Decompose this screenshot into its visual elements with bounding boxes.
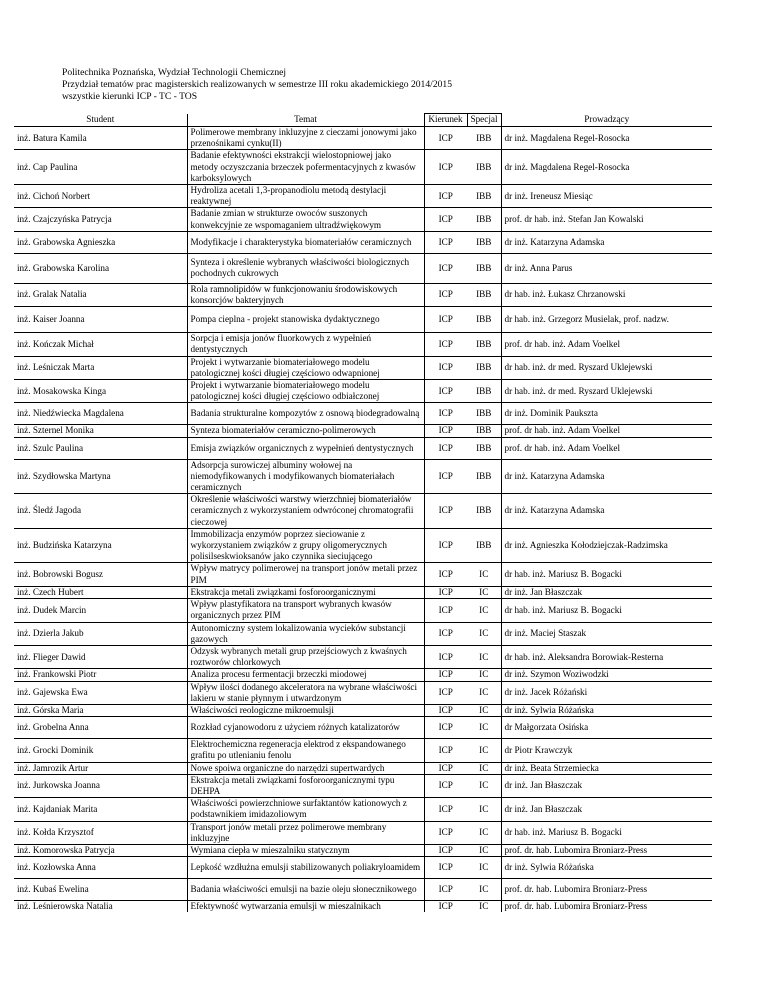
table-row <box>14 253 712 283</box>
table-row <box>14 208 712 231</box>
topic-cell: Badania strukturalne kompozytów z osnową biodegradowalną <box>187 403 424 425</box>
specialization-cell: IC <box>467 704 501 716</box>
student-cell: inż. Czech Hubert <box>14 586 187 598</box>
topic-cell: Badanie efektywności ekstrakcji wielostopniowej jako metody oczyszczania brzeczek pofermentacyjnych z kwasów karboksylowych <box>187 150 424 185</box>
program-cell: ICP <box>424 774 467 797</box>
table-header-row <box>14 114 712 127</box>
topic-cell: Autonomiczny system lokalizowania wycieków substancji gazowych <box>187 622 424 645</box>
specialization-cell: IBB <box>467 127 501 150</box>
program-cell: ICP <box>424 717 467 739</box>
topic-cell: Elektrochemiczna regeneracja elektrod z ekspandowanego grafitu po utlenianiu fenolu <box>187 739 424 762</box>
student-cell: inż. Jurkowska Joanna <box>14 774 187 797</box>
student-cell: inż. Kozłowska Anna <box>14 857 187 879</box>
topic-cell: Badania właściwości emulsji na bazie oleju słonecznikowego <box>187 879 424 901</box>
program-cell: ICP <box>424 798 467 821</box>
table-row <box>14 528 712 563</box>
supervisor-cell: dr hab. inż. Łukasz Chrzanowski <box>501 283 712 306</box>
topic-cell: Wpływ matrycy polimerowej na transport jonów metali przez PIM <box>187 563 424 586</box>
supervisor-cell: dr hab. inż. Aleksandra Borowiak-Resterna <box>501 645 712 668</box>
program-cell: ICP <box>424 563 467 586</box>
supervisor-cell: dr inż. Magdalena Regel-Rosocka <box>501 127 712 150</box>
table-row <box>14 307 712 333</box>
table-row <box>14 283 712 306</box>
program-cell: ICP <box>424 844 467 856</box>
table-row <box>14 150 712 185</box>
program-cell: ICP <box>424 283 467 306</box>
supervisor-cell: dr inż. Dominik Paukszta <box>501 403 712 425</box>
table-row <box>14 857 712 879</box>
program-cell: ICP <box>424 333 467 356</box>
column-header-kierunek: Kierunek <box>424 114 467 127</box>
program-cell: ICP <box>424 231 467 253</box>
table-row <box>14 622 712 645</box>
table-row <box>14 380 712 403</box>
supervisor-cell: dr inż. Magdalena Regel-Rosocka <box>501 150 712 185</box>
topic-cell: Synteza biomateriałów ceramiczno-polimerowych <box>187 425 424 437</box>
student-cell: inż. Jamrozik Artur <box>14 762 187 774</box>
supervisor-cell: dr hab. inż. dr med. Ryszard Uklejewski <box>501 380 712 403</box>
supervisor-cell: dr hab. inż. Mariusz B. Bogacki <box>501 821 712 844</box>
specialization-cell: IBB <box>467 307 501 333</box>
supervisor-cell: dr Małgorzata Osińska <box>501 717 712 739</box>
specialization-cell: IC <box>467 879 501 901</box>
topic-cell: Określenie właściwości warstwy wierzchniej biomateriałów ceramicznych z wykorzystaniem odwróconej chromatografii cieczowej <box>187 494 424 529</box>
program-cell: ICP <box>424 528 467 563</box>
student-cell: inż. Grobelna Anna <box>14 717 187 739</box>
topic-cell: Ekstrakcja metali związkami fosforoorganicznymi typu DEHPA <box>187 774 424 797</box>
student-cell: inż. Dzierla Jakub <box>14 622 187 645</box>
supervisor-cell: prof. dr hab. inż. Adam Voelkel <box>501 333 712 356</box>
student-cell: inż. Gajewska Ewa <box>14 681 187 704</box>
column-header-temat: Temat <box>187 114 424 127</box>
specialization-cell: IBB <box>467 283 501 306</box>
column-header-student: Student <box>86 114 115 125</box>
table-row <box>14 425 712 437</box>
specialization-cell: IC <box>467 901 501 913</box>
topic-cell: Wymiana ciepła w mieszalniku statycznym <box>187 844 424 856</box>
specialization-cell: IBB <box>467 253 501 283</box>
specialization-cell: IBB <box>467 150 501 185</box>
topic-cell: Rozkład cyjanowodoru z użyciem różnych katalizatorów <box>187 717 424 739</box>
supervisor-cell: dr inż. Anna Parus <box>501 253 712 283</box>
column-header-prowadzacy: Prowadzący <box>501 114 712 127</box>
table-row <box>14 127 712 150</box>
program-cell: ICP <box>424 459 467 494</box>
specialization-cell: IC <box>467 774 501 797</box>
table-row <box>14 563 712 586</box>
program-cell: ICP <box>424 425 467 437</box>
supervisor-cell: dr inż. Katarzyna Adamska <box>501 231 712 253</box>
table-row <box>14 333 712 356</box>
supervisor-cell: dr inż. Sylwia Różańska <box>501 857 712 879</box>
student-cell: inż. Leśnierowska Natalia <box>14 901 187 913</box>
supervisor-cell: dr inż. Szymon Woziwodzki <box>501 669 712 681</box>
student-cell: inż. Szulc Paulina <box>14 437 187 459</box>
header-programs: wszystkie kierunki ICP - TC - TOS <box>62 91 198 102</box>
supervisor-cell: dr inż. Jan Błaszczak <box>501 774 712 797</box>
topic-cell: Wpływ ilości dodanego akceleratora na wybrane właściwości lakieru w stanie płynnym i utwardzonym <box>187 681 424 704</box>
table-row <box>14 844 712 856</box>
specialization-cell: IC <box>467 681 501 704</box>
program-cell: ICP <box>424 307 467 333</box>
table-row <box>14 717 712 739</box>
student-cell: inż. Dudek Marcin <box>14 599 187 622</box>
topic-cell: Odzysk wybranych metali grup przejściowych z kwaśnych roztworów chlorkowych <box>187 645 424 668</box>
table-row <box>14 494 712 529</box>
table-row <box>14 586 712 598</box>
topic-cell: Nowe spoiwa organiczne do narzędzi supertwardych <box>187 762 424 774</box>
supervisor-cell: dr Piotr Krawczyk <box>501 739 712 762</box>
specialization-cell: IBB <box>467 185 501 208</box>
supervisor-cell: dr inż. Jacek Różański <box>501 681 712 704</box>
student-cell: inż. Cichoń Norbert <box>14 185 187 208</box>
specialization-cell: IBB <box>467 231 501 253</box>
program-cell: ICP <box>424 494 467 529</box>
specialization-cell: IC <box>467 669 501 681</box>
topic-cell: Efektywność wytwarzania emulsji w mieszalnikach <box>187 901 424 913</box>
program-cell: ICP <box>424 622 467 645</box>
topic-cell: Rola ramnolipidów w funkcjonowaniu środowiskowych konsorcjów bakteryjnych <box>187 283 424 306</box>
supervisor-cell: dr inż. Maciej Staszak <box>501 622 712 645</box>
topic-cell: Projekt i wytwarzanie biomateriałowego modelu patologicznej kości długiej częściowo odbiałczonej <box>187 380 424 403</box>
student-cell: inż. Grabowska Agnieszka <box>14 231 187 253</box>
program-cell: ICP <box>424 599 467 622</box>
table-row <box>14 599 712 622</box>
specialization-cell: IC <box>467 622 501 645</box>
table-row <box>14 669 712 681</box>
student-cell: inż. Grocki Dominik <box>14 739 187 762</box>
topic-cell: Właściwości reologiczne mikroemulsji <box>187 704 424 716</box>
program-cell: ICP <box>424 901 467 913</box>
specialization-cell: IC <box>467 844 501 856</box>
specialization-cell: IBB <box>467 380 501 403</box>
program-cell: ICP <box>424 253 467 283</box>
table-row <box>14 681 712 704</box>
topic-cell: Adsorpcja surowiczej albuminy wołowej na niemodyfikowanych i modyfikowanych biomateriałach ceramicznych <box>187 459 424 494</box>
student-cell: inż. Kończak Michał <box>14 333 187 356</box>
topic-cell: Lepkość wzdłużna emulsji stabilizowanych poliakryloamidem <box>187 857 424 879</box>
supervisor-cell: dr inż. Jan Błaszczak <box>501 798 712 821</box>
specialization-cell: IBB <box>467 528 501 563</box>
supervisor-cell: dr hab. inż. Grzegorz Musielak, prof. nadzw. <box>501 307 712 333</box>
table-row <box>14 231 712 253</box>
program-cell: ICP <box>424 669 467 681</box>
supervisor-cell: dr inż. Katarzyna Adamska <box>501 494 712 529</box>
program-cell: ICP <box>424 403 467 425</box>
specialization-cell: IBB <box>467 403 501 425</box>
header-description: Przydział tematów prac magisterskich realizowanych w semestrze III roku akademickiego 2014/2015 <box>62 79 453 90</box>
program-cell: ICP <box>424 857 467 879</box>
supervisor-cell: prof. dr hab. inż. Adam Voelkel <box>501 437 712 459</box>
student-cell: inż. Budzińska Katarzyna <box>14 528 187 563</box>
topic-cell: Emisja związków organicznych z wypełnień dentystycznych <box>187 437 424 459</box>
program-cell: ICP <box>424 437 467 459</box>
topic-cell: Hydroliza acetali 1,3-propanodiolu metodą destylacji reaktywnej <box>187 185 424 208</box>
specialization-cell: IC <box>467 645 501 668</box>
specialization-cell: IBB <box>467 208 501 231</box>
table-row <box>14 185 712 208</box>
student-cell: inż. Leśniczak Marta <box>14 356 187 379</box>
program-cell: ICP <box>424 762 467 774</box>
table-row <box>14 739 712 762</box>
topic-cell: Badanie zmian w strukturze owoców suszonych konwekcyjnie ze wspomaganiem ultradźwiękowym <box>187 208 424 231</box>
table-row <box>14 459 712 494</box>
topic-cell: Transport jonów metali przez polimerowe membrany inkluzyjne <box>187 821 424 844</box>
program-cell: ICP <box>424 739 467 762</box>
header-institution: Politechnika Poznańska, Wydział Technologii Chemicznej <box>62 67 287 78</box>
specialization-cell: IC <box>467 857 501 879</box>
topic-cell: Wpływ plastyfikatora na transport wybranych kwasów organicznych przez PIM <box>187 599 424 622</box>
program-cell: ICP <box>424 380 467 403</box>
program-cell: ICP <box>424 645 467 668</box>
table-row <box>14 901 712 913</box>
thesis-assignment-table <box>14 113 712 912</box>
supervisor-cell: dr hab. inż. Mariusz B. Bogacki <box>501 599 712 622</box>
specialization-cell: IBB <box>467 459 501 494</box>
student-cell: inż. Bobrowski Bogusz <box>14 563 187 586</box>
topic-cell: Ekstrakcja metali związkami fosforoorganicznymi <box>187 586 424 598</box>
supervisor-cell: dr inż. Ireneusz Miesiąc <box>501 185 712 208</box>
specialization-cell: IC <box>467 717 501 739</box>
specialization-cell: IBB <box>467 425 501 437</box>
student-cell: inż. Grabowska Karolina <box>14 253 187 283</box>
topic-cell: Modyfikacje i charakterystyka biomateriałów ceramicznych <box>187 231 424 253</box>
program-cell: ICP <box>424 681 467 704</box>
supervisor-cell: prof. dr. hab. Lubomira Broniarz-Press <box>501 901 712 913</box>
topic-cell: Analiza procesu fermentacji brzeczki miodowej <box>187 669 424 681</box>
supervisor-cell: dr inż. Jan Błaszczak <box>501 586 712 598</box>
topic-cell: Synteza i określenie wybranych właściwości biologicznych pochodnych cukrowych <box>187 253 424 283</box>
student-cell: inż. Śledź Jagoda <box>14 494 187 529</box>
topic-cell: Sorpcja i emisja jonów fluorkowych z wypełnień dentystycznych <box>187 333 424 356</box>
program-cell: ICP <box>424 150 467 185</box>
table-row <box>14 437 712 459</box>
student-cell: inż. Batura Kamila <box>14 127 187 150</box>
table-row <box>14 879 712 901</box>
program-cell: ICP <box>424 821 467 844</box>
student-cell: inż. Cap Paulina <box>14 150 187 185</box>
table-row <box>14 704 712 716</box>
student-cell: inż. Górska Maria <box>14 704 187 716</box>
supervisor-cell: dr inż. Sylwia Różańska <box>501 704 712 716</box>
table-row <box>14 356 712 379</box>
topic-cell: Immobilizacja enzymów poprzez sieciowanie z wykorzystaniem związków z grupy oligomerycznych polisilseskwioksanów jako czynnika sieciującego <box>187 528 424 563</box>
student-cell: inż. Niedźwiecka Magdalena <box>14 403 187 425</box>
supervisor-cell: dr inż. Katarzyna Adamska <box>501 459 712 494</box>
student-cell: inż. Gralak Natalia <box>14 283 187 306</box>
specialization-cell: IC <box>467 739 501 762</box>
student-cell: inż. Szydłowska Martyna <box>14 459 187 494</box>
program-cell: ICP <box>424 704 467 716</box>
topic-cell: Właściwości powierzchniowe surfaktantów kationowych z podstawnikiem imidazoliowym <box>187 798 424 821</box>
student-cell: inż. Kołda Krzysztof <box>14 821 187 844</box>
table-row <box>14 774 712 797</box>
specialization-cell: IC <box>467 563 501 586</box>
supervisor-cell: prof. dr. hab. Lubomira Broniarz-Press <box>501 844 712 856</box>
specialization-cell: IBB <box>467 333 501 356</box>
program-cell: ICP <box>424 208 467 231</box>
table-row <box>14 645 712 668</box>
topic-cell: Pompa cieplna - projekt stanowiska dydaktycznego <box>187 307 424 333</box>
supervisor-cell: dr inż. Beata Strzemiecka <box>501 762 712 774</box>
specialization-cell: IC <box>467 762 501 774</box>
specialization-cell: IBB <box>467 494 501 529</box>
student-cell: inż. Szternel Monika <box>14 425 187 437</box>
table-row <box>14 798 712 821</box>
specialization-cell: IC <box>467 798 501 821</box>
student-cell: inż. Frankowski Piotr <box>14 669 187 681</box>
specialization-cell: IC <box>467 586 501 598</box>
student-cell: inż. Czajczyńska Patrycja <box>14 208 187 231</box>
supervisor-cell: prof. dr. hab. Lubomira Broniarz-Press <box>501 879 712 901</box>
student-cell: inż. Kaiser Joanna <box>14 307 187 333</box>
program-cell: ICP <box>424 185 467 208</box>
column-header-specjal: Specjal <box>467 114 501 127</box>
program-cell: ICP <box>424 586 467 598</box>
student-cell: inż. Kajdaniak Marita <box>14 798 187 821</box>
specialization-cell: IC <box>467 821 501 844</box>
table-row <box>14 821 712 844</box>
student-cell: inż. Kubaś Ewelina <box>14 879 187 901</box>
student-cell: inż. Komorowska Patrycja <box>14 844 187 856</box>
program-cell: ICP <box>424 356 467 379</box>
specialization-cell: IBB <box>467 356 501 379</box>
specialization-cell: IC <box>467 599 501 622</box>
supervisor-cell: dr hab. inż. dr med. Ryszard Uklejewski <box>501 356 712 379</box>
supervisor-cell: prof. dr hab. inż. Stefan Jan Kowalski <box>501 208 712 231</box>
specialization-cell: IBB <box>467 437 501 459</box>
topic-cell: Projekt i wytwarzanie biomateriałowego modelu patologicznej kości długiej częściowo odwapnionej <box>187 356 424 379</box>
program-cell: ICP <box>424 127 467 150</box>
table-row <box>14 762 712 774</box>
student-cell: inż. Flieger Dawid <box>14 645 187 668</box>
supervisor-cell: prof. dr hab. inż. Adam Voelkel <box>501 425 712 437</box>
topic-cell: Polimerowe membrany inkluzyjne z cieczami jonowymi jako przenośnikami cynku(II) <box>187 127 424 150</box>
student-cell: inż. Mosakowska Kinga <box>14 380 187 403</box>
program-cell: ICP <box>424 879 467 901</box>
table-row <box>14 403 712 425</box>
supervisor-cell: dr hab. inż. Mariusz B. Bogacki <box>501 563 712 586</box>
supervisor-cell: dr inż. Agnieszka Kołodziejczak-Radzimska <box>501 528 712 563</box>
